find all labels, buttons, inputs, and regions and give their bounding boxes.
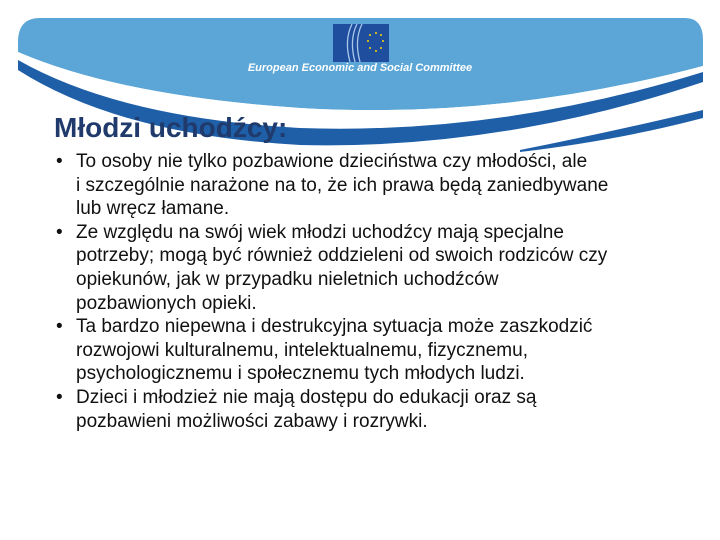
bullet-icon: • bbox=[56, 151, 63, 172]
bullet-icon: • bbox=[56, 221, 63, 243]
bullet-text-line: Ta bardzo niepewna i destrukcyjna sytuacja może zaszkodzić bbox=[76, 316, 593, 338]
bullet-text-line: Ze względu na swój wiek młodzi uchodźcy mają specjalne bbox=[76, 221, 564, 243]
bullet-text-line: lub wręcz łamane. bbox=[76, 198, 230, 220]
bullet-text-line: Dzieci i młodzież nie mają dostępu do edukacji oraz są bbox=[76, 386, 537, 408]
bullet-list bbox=[54, 150, 704, 433]
bullet-text-line: pozbawionych opieki. bbox=[76, 292, 257, 314]
bullet-text-line: i szczególnie narażone na to, że ich prawa będą zaniedbywane bbox=[76, 174, 609, 196]
bullet-text-line: psychologicznemu i społecznemu tych młodych ludzi. bbox=[76, 363, 525, 385]
bullet-text-line: opiekunów, jak w przypadku nieletnich uchodźców bbox=[76, 268, 499, 290]
bullet-text-line: To osoby nie tylko pozbawione dzieciństwa czy młodości, ale bbox=[76, 151, 588, 172]
bullet-text-line: pozbawieni możliwości zabawy i rozrywki. bbox=[76, 410, 428, 432]
bullet-item bbox=[54, 386, 704, 433]
bullet-icon: • bbox=[56, 386, 63, 408]
organization-name: European Economic and Social Committee bbox=[247, 62, 473, 74]
bullet-text-line: potrzeby; mogą być również oddzieleni od swoich rodziców czy bbox=[76, 245, 608, 267]
bullet-item bbox=[54, 315, 704, 386]
bullet-item bbox=[54, 221, 704, 315]
bullet-text-line: rozwojowi kulturalnemu, intelektualnemu, fizycznemu, bbox=[76, 339, 528, 361]
eesc-logo bbox=[333, 24, 389, 62]
slide-title: Młodzi uchodźcy: bbox=[54, 112, 288, 143]
bullet-icon: • bbox=[56, 316, 63, 338]
bullet-item bbox=[54, 150, 704, 221]
